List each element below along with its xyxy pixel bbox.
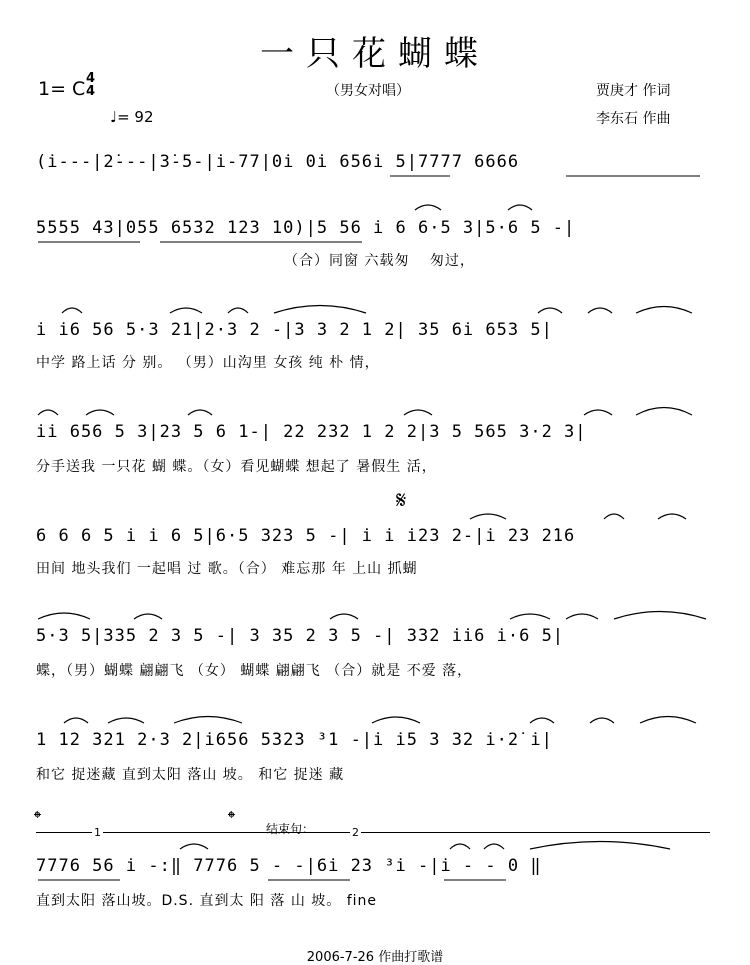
slur bbox=[614, 612, 706, 620]
slur bbox=[604, 514, 624, 519]
lyrics-line-2: （合）同窗 六载匆 匆过， bbox=[36, 253, 475, 269]
lyricist-credit: 贾庚才 作词 bbox=[596, 83, 671, 99]
lyrics-line-4: 分手送我 一只花 蝴 蝶。（女）看见蝴蝶 想起了 暑假生 活， bbox=[36, 459, 437, 475]
slur bbox=[636, 408, 692, 416]
time-signature-bottom: 4 bbox=[86, 84, 96, 99]
slur bbox=[658, 514, 686, 519]
slur bbox=[636, 307, 692, 314]
lyrics-line-8: 直到太阳 落山坡。D.S. 直到太 阳 落 山 坡。 fine bbox=[36, 893, 378, 909]
volta-1-number: 1 bbox=[94, 826, 101, 839]
slur bbox=[108, 718, 144, 723]
slur bbox=[538, 308, 562, 313]
slur bbox=[64, 718, 88, 723]
slur bbox=[470, 514, 506, 519]
slur bbox=[86, 410, 114, 415]
subtitle: （男女对唱） bbox=[326, 83, 410, 99]
time-signature-top: 4 bbox=[86, 71, 96, 86]
slur bbox=[530, 842, 670, 850]
notation-line-7: 1 12 321 2·3 2|i̇656 5323 ³1 -|i̇ i̇5 3 32 i̇·2̇ i̇| bbox=[36, 730, 553, 750]
slur bbox=[450, 844, 470, 849]
slur bbox=[484, 844, 504, 849]
slur bbox=[330, 614, 358, 619]
slur bbox=[274, 306, 366, 314]
slur bbox=[174, 717, 242, 724]
key-signature: 1= C bbox=[38, 78, 86, 100]
lyrics-line-3: 中学 路上话 分 别。 （男）山沟里 女孩 纯 朴 情， bbox=[36, 355, 380, 371]
slur bbox=[508, 205, 532, 210]
slur bbox=[404, 410, 432, 415]
slur bbox=[640, 717, 696, 724]
segno-sign: 𝄋 bbox=[396, 486, 407, 514]
notation-line-3: i̇ i̇6 56 5·3 21|2·3 2 -|3 3 2 1 2| 35 6i̇ 653 5| bbox=[36, 320, 553, 340]
slur bbox=[372, 717, 420, 723]
slur bbox=[38, 613, 90, 619]
slur bbox=[590, 718, 614, 723]
slur bbox=[180, 844, 208, 849]
slur bbox=[584, 410, 612, 415]
notation-line-5: 6 6 6 5 i̇ i̇ 6 5|6·5 323 5 -| i̇ i̇ i̇23 2-|i̇ 23 2̇16 bbox=[36, 526, 576, 546]
slur bbox=[134, 614, 162, 619]
notation-line-2: 5555 43|055 6532 123 10)|5 56 i̇ 6 6·5 3|5·6 5 -| bbox=[36, 218, 576, 238]
slur bbox=[188, 410, 212, 415]
slur bbox=[415, 205, 441, 210]
volta-2-number: 2 bbox=[352, 826, 359, 839]
slur bbox=[38, 410, 58, 415]
slur bbox=[588, 308, 612, 313]
footer-date: 2006-7-26 作曲打歌谱 bbox=[306, 950, 444, 965]
coda-sign-1: 𝄌 bbox=[34, 806, 41, 830]
lyrics-line-5: 田间 地头我们 一起唱 过 歌。（合） 难忘那 年 上山 抓蝴 bbox=[36, 561, 418, 577]
notation-line-1: (i̇---|2̇---|3̇-5-|i̇-77|0i̇ 0i̇ 656i̇ 5|7777 6666 bbox=[36, 152, 520, 172]
slur bbox=[566, 614, 598, 619]
tempo-marking: ♩= 92 bbox=[110, 108, 154, 126]
slur bbox=[530, 718, 554, 723]
notation-line-8: 7776 56 i̇ -:‖ 7776 5 - -|6i̇ 23 ³i̇ -|i̇ - - 0 ‖ bbox=[36, 856, 542, 876]
lyrics-line-6: 蝶，（男）蝴蝶 翩翩飞 （女） 蝴蝶 翩翩飞 （合）就是 不爱 落， bbox=[36, 663, 473, 679]
slur bbox=[510, 614, 550, 619]
ending-label: 结束句： bbox=[266, 822, 315, 836]
coda-sign-2: 𝄌 bbox=[228, 806, 235, 830]
slur bbox=[228, 308, 248, 313]
song-title: 一只花蝴蝶 bbox=[260, 34, 490, 74]
composer-credit: 李东石 作曲 bbox=[596, 111, 671, 127]
slur bbox=[170, 308, 202, 313]
slur bbox=[62, 308, 82, 313]
notation-line-4: i̇i̇ 656 5 3|23 5 6 1-| 22 232 1 2 2|3 5 565 3·2 3| bbox=[36, 422, 587, 442]
notation-line-6: 5·3 5|335 2 3 5 -| 3 35 2 3 5 -| 332 i̇i̇6 i̇·6 5| bbox=[36, 626, 565, 646]
lyrics-line-7: 和它 捉迷藏 直到太阳 落山 坡。 和它 捉迷 藏 bbox=[36, 767, 345, 783]
